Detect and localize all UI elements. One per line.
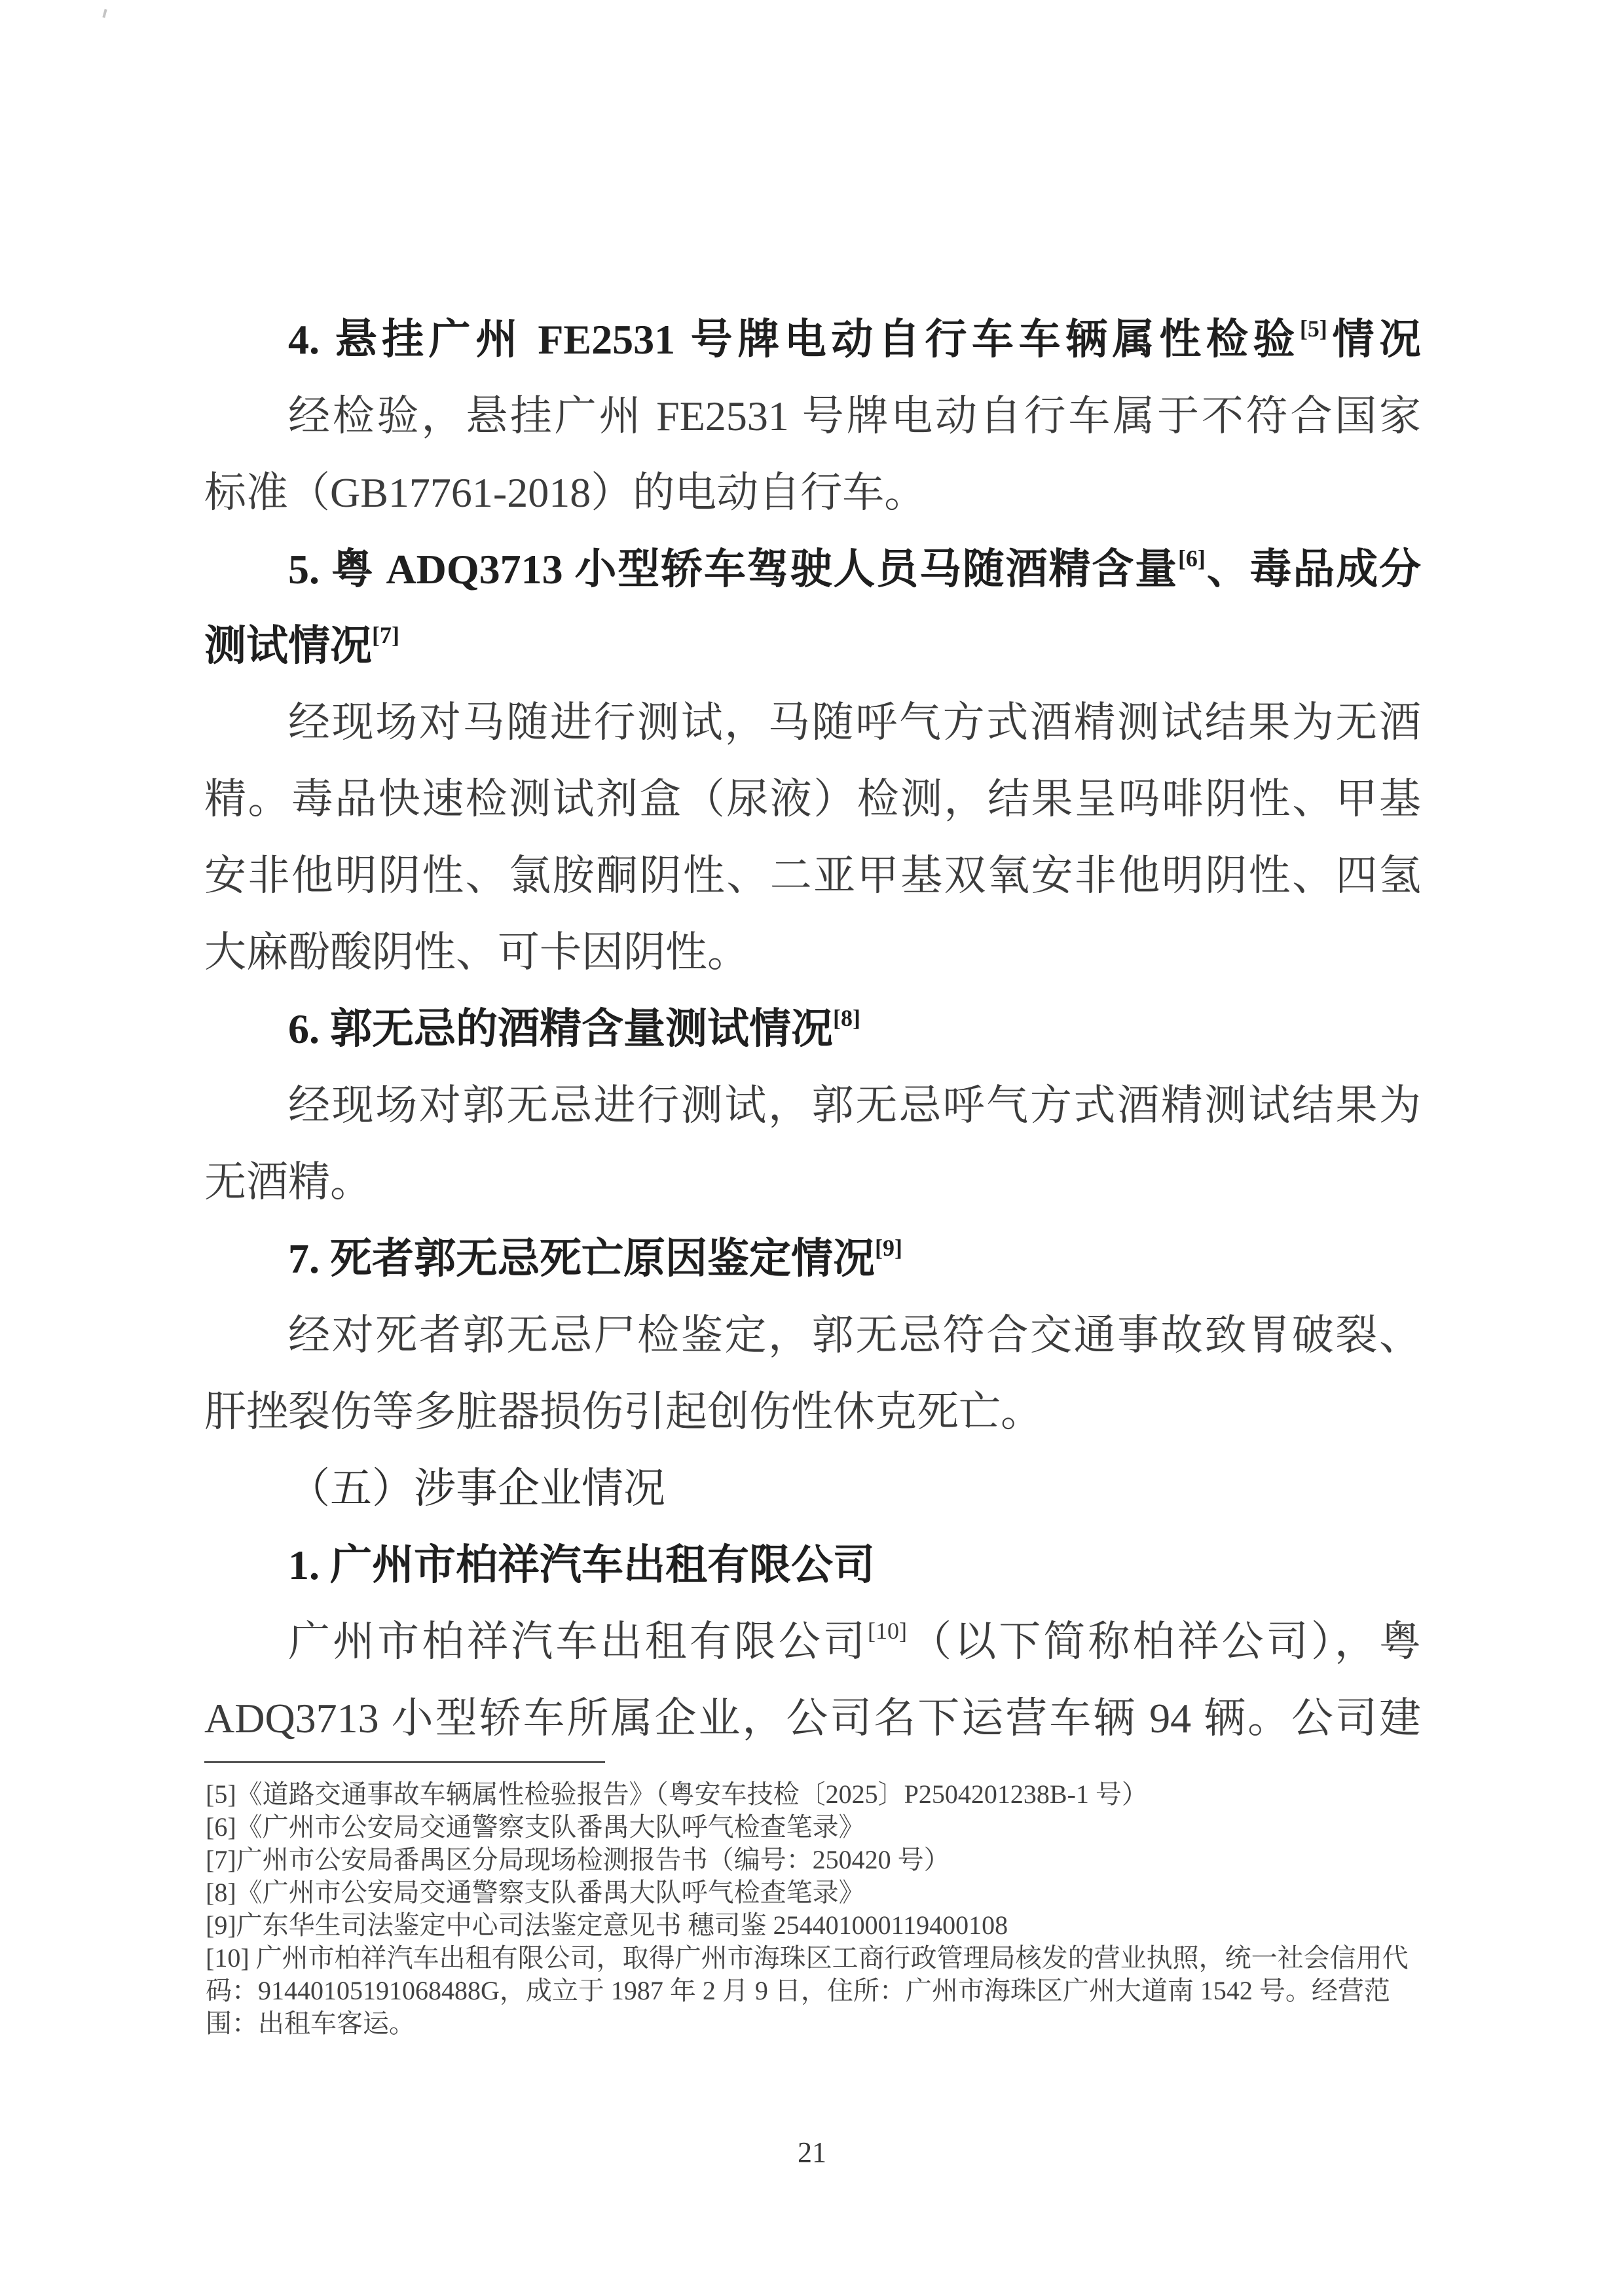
body-text (204, 301, 1421, 1757)
text-segment: （五）涉事企业情况 (288, 1465, 665, 1512)
footnote-separator (204, 1761, 605, 1763)
footnote: [7]广州市公安局番禺区分局现场检测报告书（编号：250420 号） (206, 1845, 950, 1874)
footnote-ref: [9] (875, 1235, 902, 1261)
footnotes (206, 1778, 1422, 2040)
footnote: [8]《广州市公安局交通警察支队番禺大队呼气检查笔录》 (206, 1878, 865, 1907)
heading-line (204, 531, 1421, 608)
text-segment: 经检验，悬挂广州 FE2531 号牌电动自行车属于不符合国家 (288, 393, 1421, 439)
text-segment: 大麻酚酸阴性、可卡因阴性。 (204, 929, 749, 975)
text-segment: 7. 死者郭无忌死亡原因鉴定情况 (288, 1235, 875, 1282)
body-line (204, 1603, 1421, 1680)
body-line (204, 454, 1421, 531)
text-segment: 肝挫裂伤等多脏器损伤引起创伤性休克死亡。 (204, 1389, 1043, 1435)
text-segment: 标准（GB17761-2018）的电动自行车。 (204, 469, 927, 516)
text-segment: 1. 广州市柏祥汽车出租有限公司 (288, 1542, 875, 1588)
heading-line (204, 608, 1421, 684)
body-line (204, 761, 1421, 837)
footnote-ref: [7] (372, 622, 399, 648)
text-segment: 经现场对马随进行测试，马随呼气方式酒精测试结果为无酒 (288, 699, 1421, 746)
body-line (204, 1144, 1421, 1220)
body-line (204, 378, 1421, 454)
text-segment: 安非他明阴性、氯胺酮阴性、二亚甲基双氧安非他明阴性、四氢 (204, 852, 1421, 899)
body-line (204, 914, 1421, 991)
body-line (204, 1680, 1421, 1757)
footnote: [9]广东华生司法鉴定中心司法鉴定意见书 穗司鉴 254401000119400108 (206, 1910, 1008, 1940)
text-segment: 5. 粤 ADQ3713 小型轿车驾驶人员马随酒精含量 (288, 546, 1178, 592)
footnote-ref: [8] (833, 1005, 860, 1031)
footnote: [6]《广州市公安局交通警察支队番禺大队呼气检查笔录》 (206, 1812, 865, 1842)
text-segment: 精。毒品快速检测试剂盒（尿液）检测，结果呈吗啡阴性、甲基 (204, 776, 1421, 822)
footnote: [10] 广州市柏祥汽车出租有限公司，取得广州市海珠区工商行政管理局核发的营业执照，统一社会信用代码：91440105191068488G，成立于 1987 年 2 月 9 日，住所：广州市海珠区广州大道南 1542 号。经营范围：出租车客运。 (206, 1943, 1409, 2038)
text-segment: ADQ3713 小型轿车所属企业，公司名下运营车辆 94 辆。公司建 (204, 1695, 1421, 1741)
heading-line (204, 1220, 1421, 1297)
body-line (204, 684, 1421, 761)
heading-line (204, 301, 1421, 378)
text-segment: 6. 郭无忌的酒精含量测试情况 (288, 1006, 833, 1052)
text-segment: （以下简称柏祥公司），粤 (907, 1618, 1421, 1665)
body-line (204, 1067, 1421, 1144)
text-segment: 、毒品成分 (1205, 546, 1422, 592)
footnote-ref: [10] (868, 1618, 908, 1644)
footnote-ref: [5] (1299, 316, 1327, 342)
footnote: [5]《道路交通事故车辆属性检验报告》（粤安车技检〔2025〕P2504201238B-1 号） (206, 1779, 1148, 1809)
body-line (204, 1374, 1421, 1450)
text-segment: 无酒精。 (204, 1159, 372, 1205)
text-segment: 4. 悬挂广州 FE2531 号牌电动自行车车辆属性检验 (288, 316, 1300, 363)
footnote-ref: [6] (1177, 545, 1206, 572)
subheading-line (204, 1450, 1421, 1527)
text-segment: 经对死者郭无忌尸检鉴定，郭无忌符合交通事故致胃破裂、 (288, 1312, 1421, 1358)
text-segment: 情况 (1327, 316, 1422, 363)
text-segment: 测试情况 (204, 623, 372, 669)
scan-speck (102, 9, 107, 18)
heading-line (204, 1527, 1421, 1603)
body-line (204, 837, 1421, 914)
text-segment: 经现场对郭无忌进行测试，郭无忌呼气方式酒精测试结果为 (288, 1082, 1421, 1129)
text-segment: 广州市柏祥汽车出租有限公司 (288, 1618, 868, 1665)
page-number: 21 (798, 2136, 826, 2168)
heading-line (204, 991, 1421, 1067)
body-line (204, 1297, 1421, 1374)
